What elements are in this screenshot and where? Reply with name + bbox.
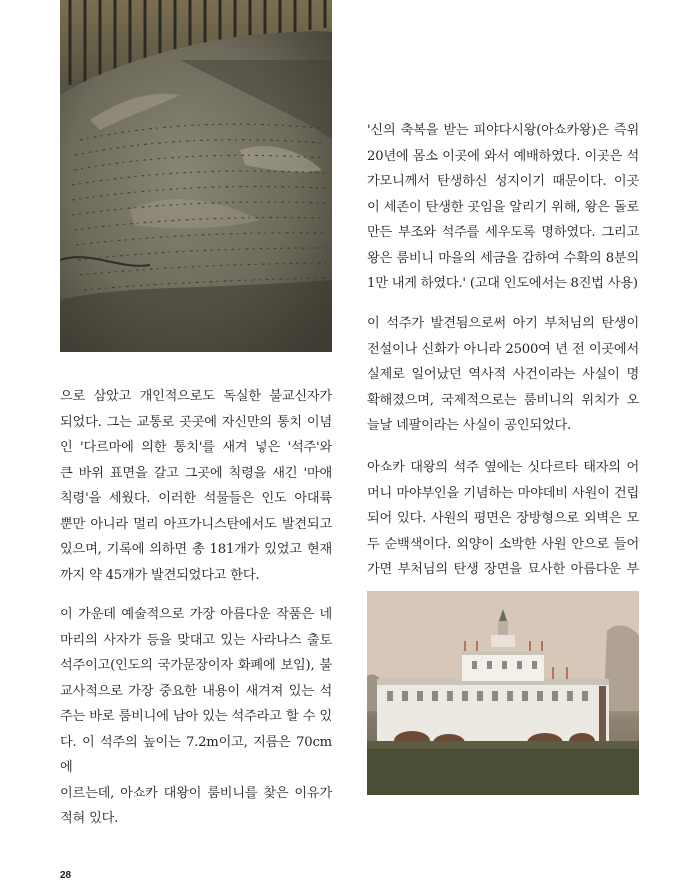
body-paragraph bbox=[60, 602, 332, 806]
text-line: 석주이고(인도의 국가문장이자 화폐에 보임), 불 bbox=[60, 658, 332, 673]
text-line: 되어 있다. 사원의 평면은 장방형으로 외벽은 모 bbox=[367, 511, 639, 526]
text-line: 인 '다르마에 의한 통치'를 새겨 넣은 '석주'와 bbox=[60, 440, 332, 455]
inscribed-rock-photo bbox=[60, 0, 332, 352]
text-line: 있으며, 기록에 의하면 총 181개가 있었고 현재 bbox=[60, 542, 332, 557]
body-paragraph bbox=[367, 455, 639, 583]
text-line: 이 석주가 발견됨으로써 아기 부처님의 탄생이 bbox=[367, 316, 639, 331]
text-line: 실제로 일어났던 역사적 사건이라는 사실이 명 bbox=[367, 367, 639, 382]
text-line: 머니 마야부인을 기념하는 마야데비 사원이 건립 bbox=[367, 485, 639, 501]
text-line: 전설이나 신화가 아니라 2500여 년 전 이곳에서 bbox=[367, 341, 639, 357]
text-line: 이 세존이 탄생한 곳임을 알리기 위해, 왕은 돌로 bbox=[367, 199, 639, 215]
body-paragraph-end bbox=[367, 271, 639, 297]
body-paragraph bbox=[367, 311, 639, 413]
text-line: 1만 내게 하였다.' (고대 인도에서는 8진법 사용) bbox=[367, 276, 638, 291]
text-line: 교사적으로 가장 중요한 내용이 새겨져 있는 석 bbox=[60, 683, 332, 699]
text-line: 20년에 몸소 이곳에 와서 예배하였다. 이곳은 석 bbox=[367, 148, 639, 164]
text-line: 이르는데, 아쇼카 대왕이 룸비니를 찾은 이유가 bbox=[60, 785, 332, 801]
maya-devi-temple-photo bbox=[367, 591, 639, 795]
body-paragraph-end bbox=[60, 563, 332, 589]
left-column-text bbox=[60, 384, 332, 588]
text-line: 마리의 사자가 등을 맞대고 있는 사라나스 출토 bbox=[60, 632, 332, 648]
text-line: 만든 부조와 석주를 세우도록 명하였다. 그리고 bbox=[367, 225, 639, 240]
text-line: 까지 약 45개가 발견되었다고 한다. bbox=[60, 567, 260, 583]
text-line: 왕은 룸비니 마을의 세금을 감하여 수확의 8분의 bbox=[367, 250, 639, 266]
text-line: 적혀 있다. bbox=[60, 811, 119, 826]
text-line: 다. 이 석주의 높이는 7.2m이고, 지름은 70cm에 bbox=[60, 734, 332, 775]
body-paragraph-end bbox=[367, 413, 639, 439]
text-line: 아쇼카 대왕의 석주 옆에는 싯다르타 태자의 어 bbox=[367, 460, 639, 475]
text-line: 되었다. 그는 교통로 곳곳에 자신만의 통치 이념 bbox=[60, 414, 332, 430]
text-line: 주는 바로 룸비니에 남아 있는 석주라고 할 수 있 bbox=[60, 709, 332, 724]
text-line: 늘날 네팔이라는 사실이 공인되었다. bbox=[367, 418, 572, 433]
right-column-text-2 bbox=[367, 311, 639, 439]
right-column-text-3 bbox=[367, 455, 639, 583]
text-line: '신의 축복을 받는 피야다시왕(아쇼카왕)은 즉위 bbox=[367, 123, 639, 138]
text-line: 뿐만 아니라 멀리 아프가니스탄에서도 발견되고 bbox=[60, 516, 332, 532]
text-line: 이 가운데 예술적으로 가장 아름다운 작품은 네 bbox=[60, 607, 332, 622]
page-number: 28 bbox=[60, 870, 72, 881]
text-line: 두 순백색이다. 외양이 소박한 사원 안으로 들어 bbox=[367, 536, 639, 552]
body-paragraph bbox=[367, 118, 639, 271]
text-line: 큰 바위 표면을 갈고 그곳에 칙령을 새긴 '마애 bbox=[60, 465, 332, 481]
text-line: 가모니께서 탄생하신 성지이기 때문이다. 이곳 bbox=[367, 174, 639, 189]
text-line: 가면 부처님의 탄생 장면을 묘사한 아름다운 부 bbox=[367, 562, 639, 577]
right-column-text-1 bbox=[367, 118, 639, 297]
text-line: 으로 삼았고 개인적으로도 독실한 불교신자가 bbox=[60, 389, 332, 404]
text-line: 칙령'을 세웠다. 이러한 석물들은 인도 아대륙 bbox=[60, 491, 332, 506]
text-line: 확해졌으며, 국제적으로는 룸비니의 위치가 오 bbox=[367, 392, 639, 408]
body-paragraph-end bbox=[60, 806, 332, 832]
left-column-text-2 bbox=[60, 602, 332, 832]
body-paragraph bbox=[60, 384, 332, 563]
inscribed-rock-illustration bbox=[60, 0, 332, 352]
temple-illustration bbox=[367, 591, 639, 795]
